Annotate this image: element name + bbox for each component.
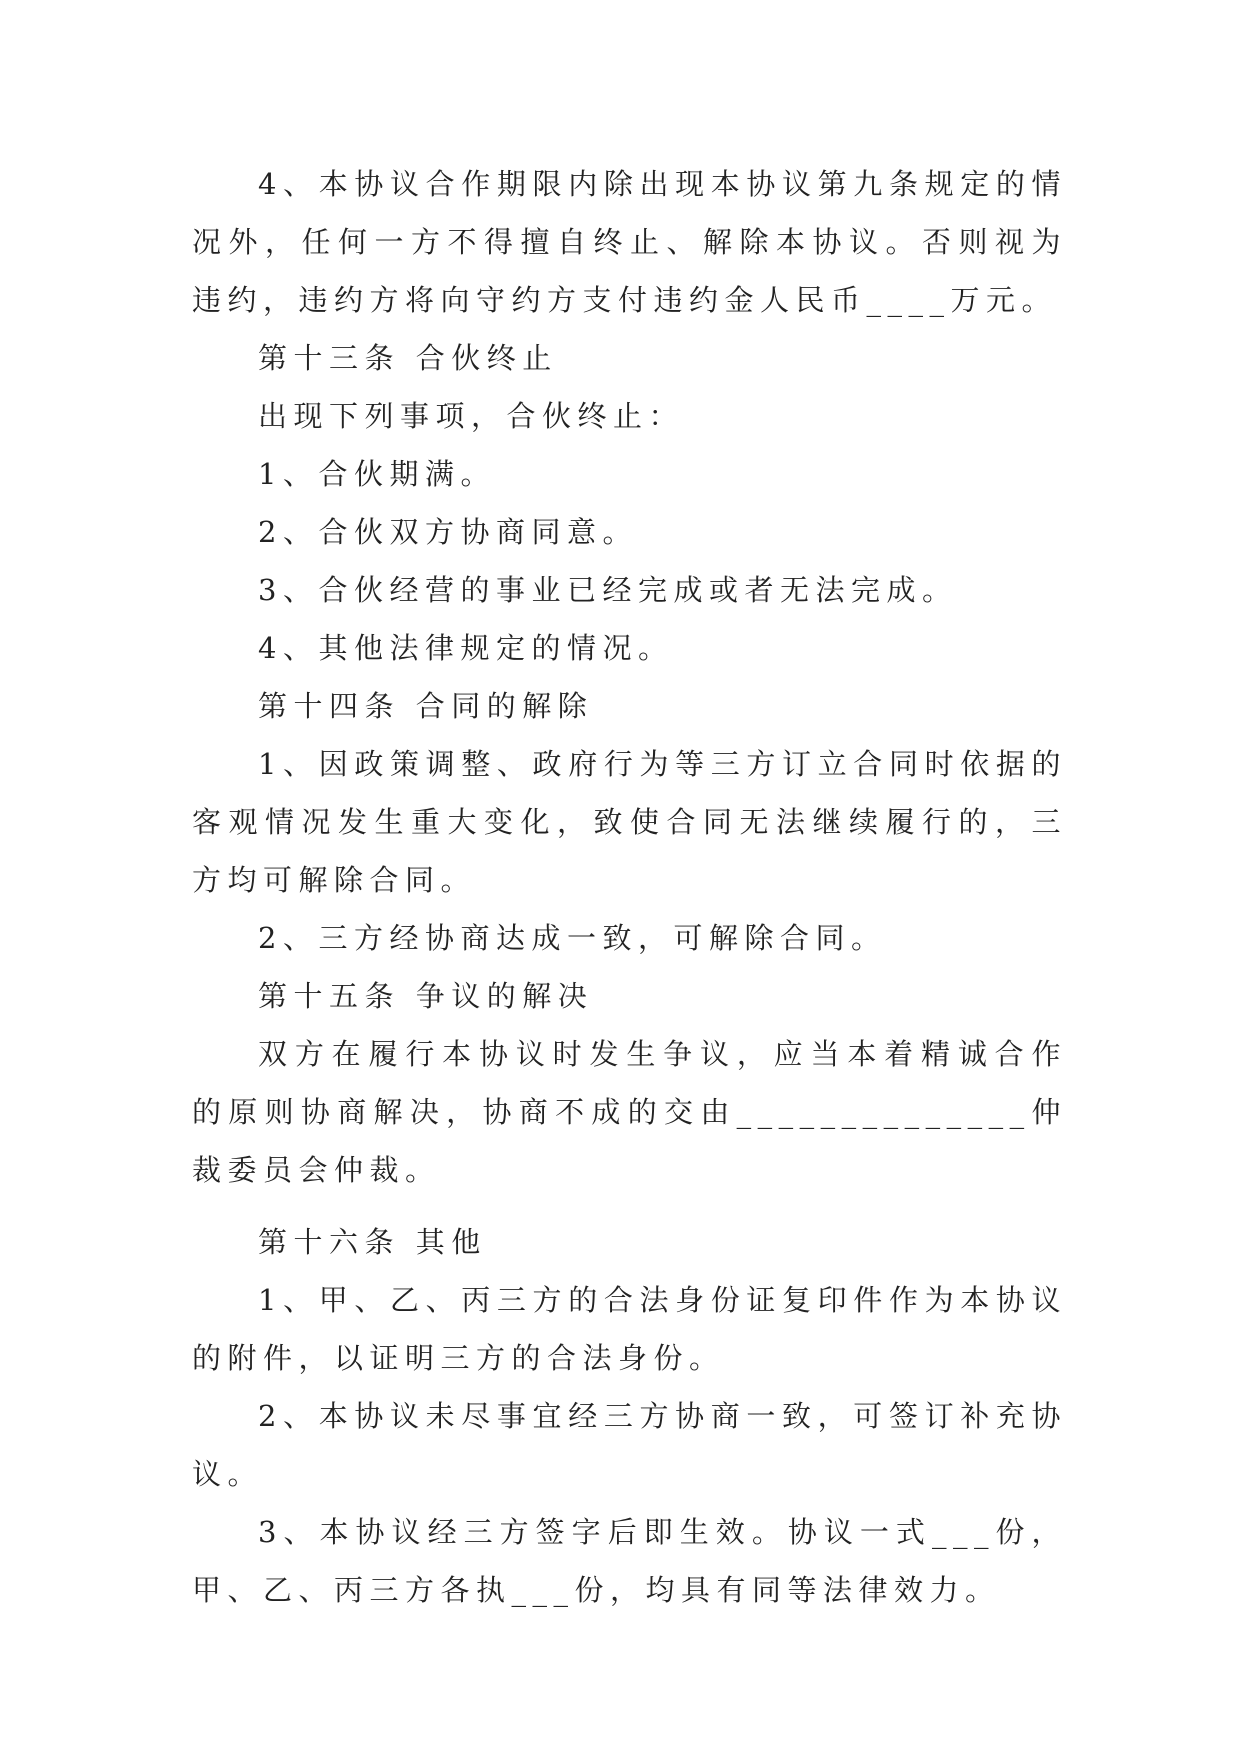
article-16-heading: 第十六条 其他 [258,1225,487,1259]
article-15-body: 双方在履行本协议时发生争议，应当本着精诚合作的原则协商解决，协商不成的交由______________仲裁委员会仲裁。 [192,1037,1067,1187]
article-15-heading: 第十五条 争议的解决 [258,979,594,1013]
article-16-item-3: 3、本协议经三方签字后即生效。协议一式___份，甲、乙、丙三方各执___份，均具有同等法律效力。 [192,1515,1067,1607]
document-body [192,155,1067,1619]
article-13-item-1: 1、合伙期满。 [258,457,496,491]
article-13-item-2: 2、合伙双方协商同意。 [258,515,638,549]
article-13-intro: 出现下列事项，合伙终止： [258,399,685,433]
article-13-heading: 第十三条 合伙终止 [258,341,558,375]
article-13-item-4: 4、其他法律规定的情况。 [258,631,674,665]
article-16-item-1: 1、甲、乙、丙三方的合法身份证复印件作为本协议的附件，以证明三方的合法身份。 [192,1283,1067,1375]
article-16-item-2: 2、本协议未尽事宜经三方协商一致，可签订补充协议。 [192,1399,1067,1491]
article-13-item-3: 3、合伙经营的事业已经完成或者无法完成。 [258,573,958,607]
article-14-item-2: 2、三方经协商达成一致，可解除合同。 [258,921,887,955]
article-14-item-1: 1、因政策调整、政府行为等三方订立合同时依据的客观情况发生重大变化，致使合同无法继续履行的，三方均可解除合同。 [192,747,1067,897]
clause-4-termination-penalty: 4、本协议合作期限内除出现本协议第九条规定的情况外，任何一方不得擅自终止、解除本协议。否则视为违约，违约方将向守约方支付违约金人民币____万元。 [192,167,1067,317]
article-14-heading: 第十四条 合同的解除 [258,689,594,723]
